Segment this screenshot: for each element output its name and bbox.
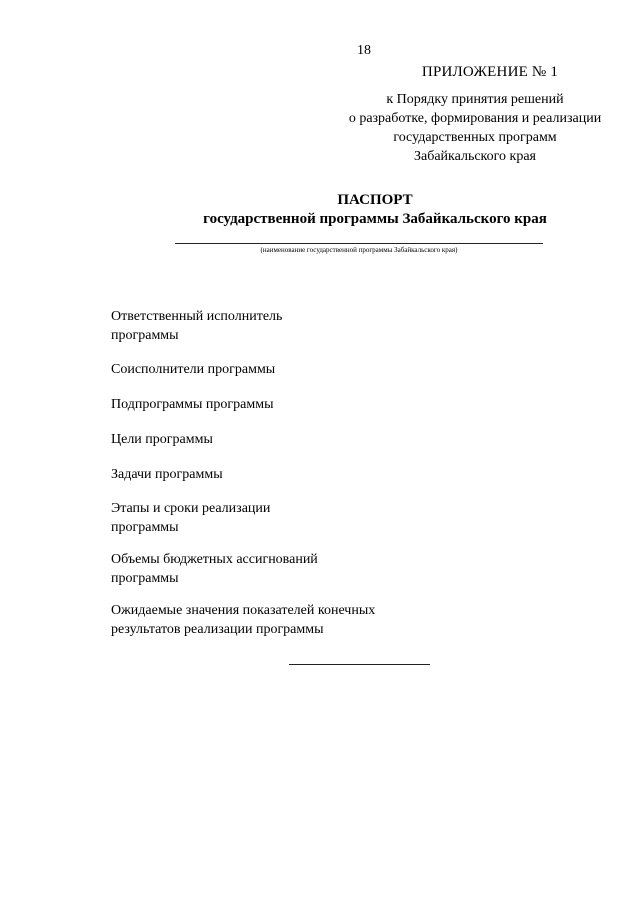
field-label-line: Ответственный исполнитель <box>111 309 283 324</box>
field-label-line: Задачи программы <box>111 467 223 482</box>
field-responsible-executor <box>111 307 282 345</box>
appendix-subtitle-line: Забайкальского края <box>413 149 536 164</box>
field-label-line: программы <box>111 571 179 586</box>
closing-divider <box>289 664 430 665</box>
field-budget-allocations <box>111 550 318 588</box>
passport-subtitle: государственной программы Забайкальского края <box>203 211 547 227</box>
appendix-subtitle-line: к Порядку принятия решений <box>386 92 564 107</box>
passport-title: ПАСПОРТ <box>337 192 413 208</box>
field-expected-results <box>111 601 375 639</box>
appendix-title: ПРИЛОЖЕНИЕ № 1 <box>421 64 559 80</box>
field-label-line: Ожидаемые значения показателей конечных <box>111 603 376 618</box>
program-name-line <box>175 243 543 244</box>
field-label-line: Соисполнители программы <box>111 362 276 377</box>
appendix-subtitle-line: о разработке, формирования и реализации <box>348 111 602 126</box>
field-label-line: программы <box>111 520 179 535</box>
field-label-line: Объемы бюджетных ассигнований <box>111 552 318 567</box>
field-stages-and-terms <box>111 499 270 537</box>
field-label-line: результатов реализации программы <box>111 622 324 637</box>
field-goals <box>111 430 213 449</box>
program-name-caption: (наименование государственной программы Забайкальского края) <box>260 246 458 254</box>
field-subprograms <box>111 395 273 414</box>
appendix-subtitle-line: государственных программ <box>393 130 557 145</box>
field-tasks <box>111 465 223 484</box>
field-label-line: программы <box>111 328 179 343</box>
appendix-subtitle <box>330 90 620 166</box>
field-co-executors <box>111 360 275 379</box>
field-label-line: Цели программы <box>111 432 213 447</box>
page-number: 18 <box>357 43 371 58</box>
field-label-line: Подпрограммы программы <box>111 397 274 412</box>
field-label-line: Этапы и сроки реализации <box>111 501 271 516</box>
